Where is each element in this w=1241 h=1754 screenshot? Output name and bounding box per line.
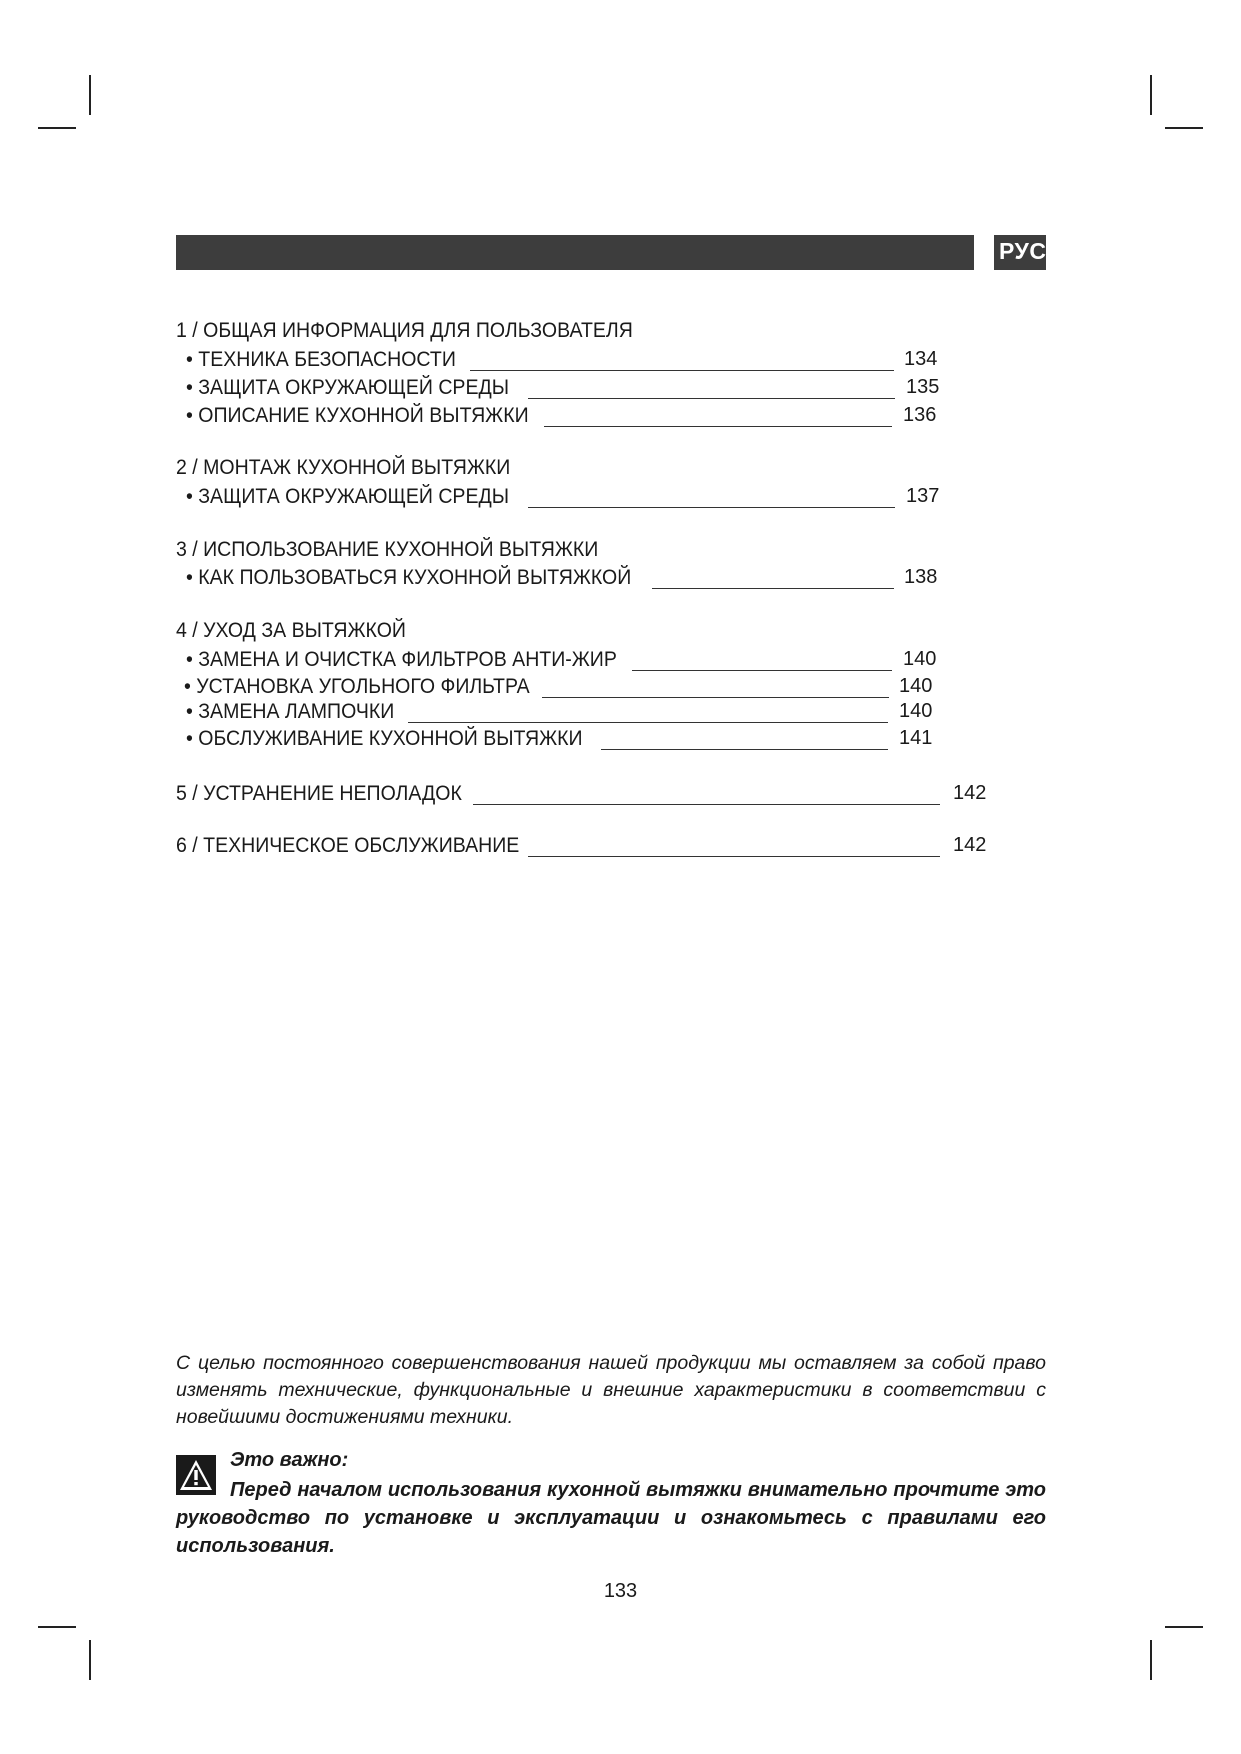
toc-leader [601,749,888,750]
toc-entry-page: 142 [953,834,987,856]
toc-leader [652,588,894,589]
toc-leader [528,507,895,508]
toc-entry-label: • ЗАЩИТА ОКРУЖАЮЩЕЙ СРЕДЫ [186,376,510,399]
toc-entry-page: 140 [899,675,933,697]
toc-section-title: 2 / МОНТАЖ КУХОННОЙ ВЫТЯЖКИ [176,456,511,479]
toc-entry-label: • ЗАМЕНА И ОЧИСТКА ФИЛЬТРОВ АНТИ-ЖИР [186,648,617,671]
language-tab-label: РУСС [999,238,1064,264]
toc-section-title: 5 / УСТРАНЕНИЕ НЕПОЛАДОК [176,782,462,805]
disclaimer-text: С целью постоянного совершенствования нашей продукции мы оставляем за собой право изменять технические, функциональные и внешние характеристики в соответствии с новейшими достижениями техники. [176,1352,1046,1428]
toc-entry-label: • УСТАНОВКА УГОЛЬНОГО ФИЛЬТРА [184,675,530,698]
crop-mark [1150,75,1152,115]
crop-mark [1165,127,1203,129]
toc-entry-page: 138 [904,566,938,588]
toc-entry-page: 140 [903,648,937,670]
toc-leader [632,670,892,671]
page-number: 133 [603,1580,638,1602]
crop-mark [89,1640,91,1680]
toc-entry-label: • ЗАМЕНА ЛАМПОЧКИ [186,700,395,723]
toc-entry-label: • ЗАЩИТА ОКРУЖАЮЩЕЙ СРЕДЫ [186,485,510,508]
toc-entry-page: 136 [903,404,937,426]
toc-leader [528,856,940,857]
warning-text: Перед началом использования кухонной вытяжки внимательно прочтите это руководство по установке и эксплуатации и ознакомьтесь с правилами его использования. [176,1479,1046,1557]
language-tab [994,235,1064,270]
crop-mark [38,1626,76,1628]
toc-entry-label: • ТЕХНИКА БЕЗОПАСНОСТИ [186,348,456,371]
toc-entry-label: • ОПИСАНИЕ КУХОННОЙ ВЫТЯЖКИ [186,404,529,427]
warning-title: Это важно: [230,1449,349,1471]
toc-leader [542,697,889,698]
toc-entry-label: • ОБСЛУЖИВАНИЕ КУХОННОЙ ВЫТЯЖКИ [186,727,583,750]
crop-mark [1150,1640,1152,1680]
crop-mark [1165,1626,1203,1628]
toc-leader [544,426,892,427]
toc-leader [408,722,888,723]
crop-mark [38,127,76,129]
toc-entry-page: 141 [899,727,933,749]
toc-entry-page: 135 [906,376,940,398]
toc-entry-label: • КАК ПОЛЬЗОВАТЬСЯ КУХОННОЙ ВЫТЯЖКОЙ [186,566,632,589]
toc-section-title: 6 / ТЕХНИЧЕСКОЕ ОБСЛУЖИВАНИЕ [176,834,520,857]
toc-entry-page: 140 [899,700,933,722]
toc-section-title: 4 / УХОД ЗА ВЫТЯЖКОЙ [176,619,406,642]
toc-section-title: 1 / ОБЩАЯ ИНФОРМАЦИЯ ДЛЯ ПОЛЬЗОВАТЕЛЯ [176,319,633,342]
header-bar [176,235,974,270]
toc-entry-page: 137 [906,485,940,507]
toc-leader [528,398,895,399]
toc-entry-page: 142 [953,782,987,804]
toc-section-title: 3 / ИСПОЛЬЗОВАНИЕ КУХОННОЙ ВЫТЯЖКИ [176,538,599,561]
toc-leader [470,370,894,371]
crop-mark [89,75,91,115]
toc-entry-page: 134 [904,348,938,370]
toc-leader [473,804,940,805]
